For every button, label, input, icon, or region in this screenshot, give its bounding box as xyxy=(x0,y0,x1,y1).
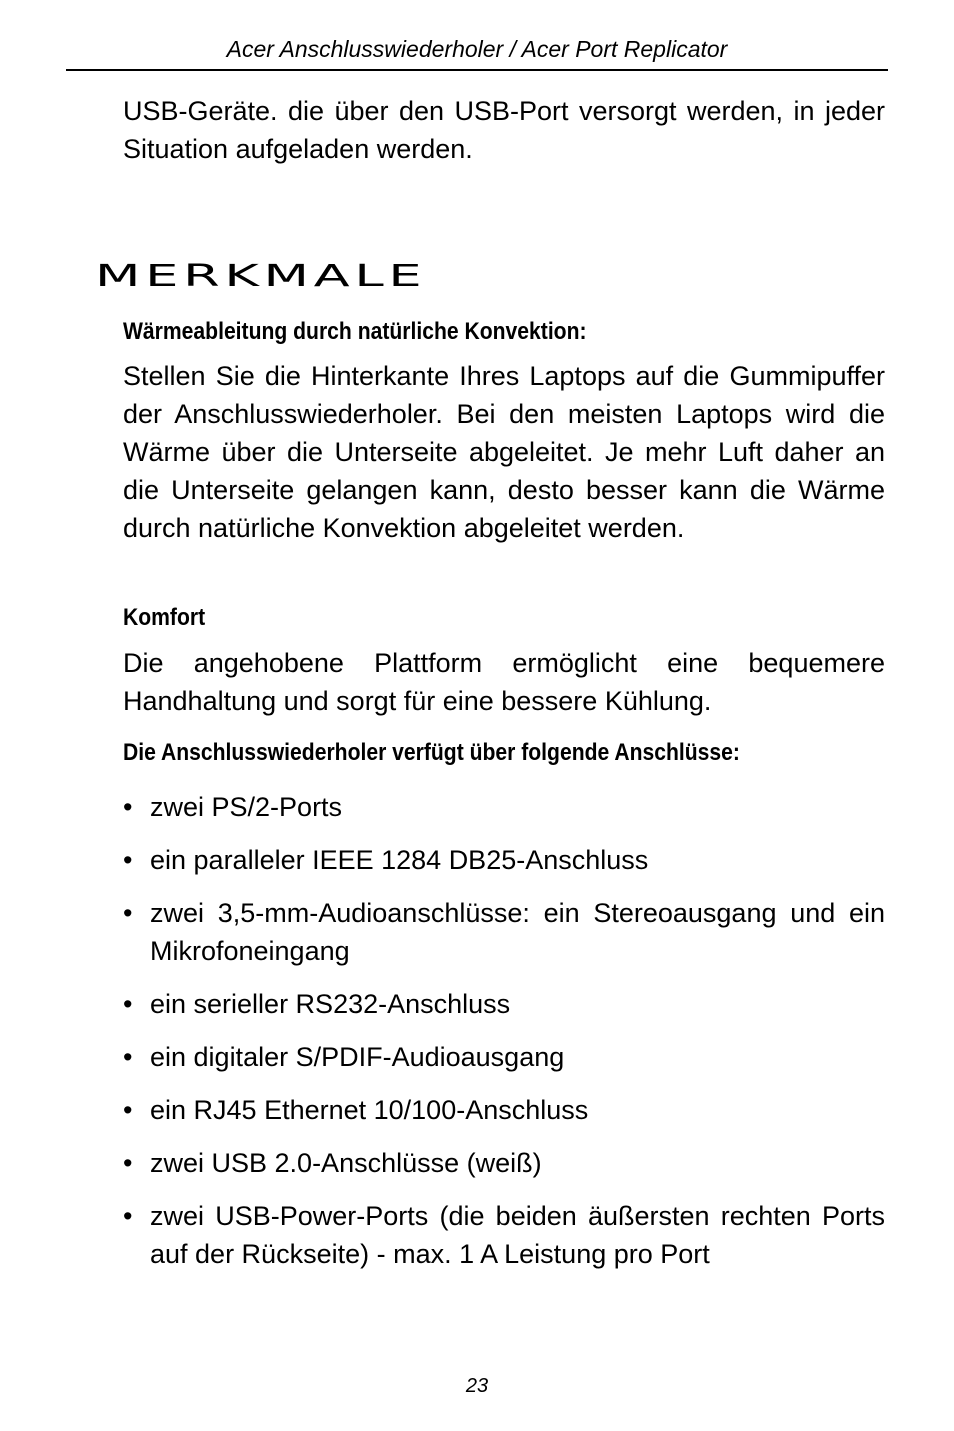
list-item-text: zwei USB-Power-Ports (die beiden äußersten rechten Ports auf der Rückseite) - max. 1 A Leistung pro Port xyxy=(150,1201,885,1269)
list-item-text: zwei 3,5-mm-Audioanschlüsse: ein Stereoausgang und ein Mikrofoneingang xyxy=(150,898,885,966)
list-item xyxy=(123,841,885,879)
feature-text-convection: Stellen Sie die Hinterkante Ihres Laptops auf die Gummipuffer der Anschlusswiederholer. Bei den meisten Laptops wird die Wärme über die Unterseite abgeleitet. Je mehr Luft daher an die Unterseite gelangen kann, desto besser kann die Wärme durch natürliche Konvektion abgeleitet werden. xyxy=(123,361,885,543)
feature-text-comfort: Die angehobene Plattform ermöglicht eine bequemere Handhaltung und sorgt für eine bessere Kühlung. xyxy=(123,648,885,716)
list-item-text: zwei PS/2-Ports xyxy=(150,792,343,822)
list-item xyxy=(123,1091,885,1129)
list-item-text: ein paralleler IEEE 1284 DB25-Anschluss xyxy=(150,845,649,875)
bullet-icon: • xyxy=(123,792,133,822)
list-item-text: ein RJ45 Ethernet 10/100-Anschluss xyxy=(150,1095,589,1125)
bullet-icon: • xyxy=(123,1095,133,1125)
bullet-icon: • xyxy=(123,1148,133,1178)
intro-paragraph: USB-Geräte. die über den USB-Port versorgt werden, in jeder Situation aufgeladen werden. xyxy=(123,96,885,164)
running-header: Acer Anschlusswiederholer / Acer Port Replicator xyxy=(226,36,728,62)
list-item xyxy=(123,1144,885,1182)
bullet-icon: • xyxy=(123,1042,133,1072)
list-item xyxy=(123,894,885,970)
list-item xyxy=(123,1038,885,1076)
header-rule xyxy=(66,69,888,71)
ports-list xyxy=(123,788,885,1288)
page-number: 23 xyxy=(465,1375,489,1397)
bullet-icon: • xyxy=(123,898,133,928)
bullet-icon: • xyxy=(123,845,133,875)
feature-heading-comfort: Komfort xyxy=(123,604,206,631)
list-item xyxy=(123,1197,885,1273)
list-item-text: ein serieller RS232-Anschluss xyxy=(150,989,511,1019)
bullet-icon: • xyxy=(123,989,133,1019)
feature-heading-convection: Wärmeableitung durch natürliche Konvektion: xyxy=(123,318,587,345)
ports-heading: Die Anschlusswiederholer verfügt über folgende Anschlüsse: xyxy=(123,739,740,766)
list-item xyxy=(123,985,885,1023)
section-title: MERKMALE xyxy=(95,258,427,294)
bullet-icon: • xyxy=(123,1201,133,1231)
list-item-text: zwei USB 2.0-Anschlüsse (weiß) xyxy=(150,1148,542,1178)
list-item-text: ein digitaler S/PDIF-Audioausgang xyxy=(150,1042,565,1072)
list-item xyxy=(123,788,885,826)
